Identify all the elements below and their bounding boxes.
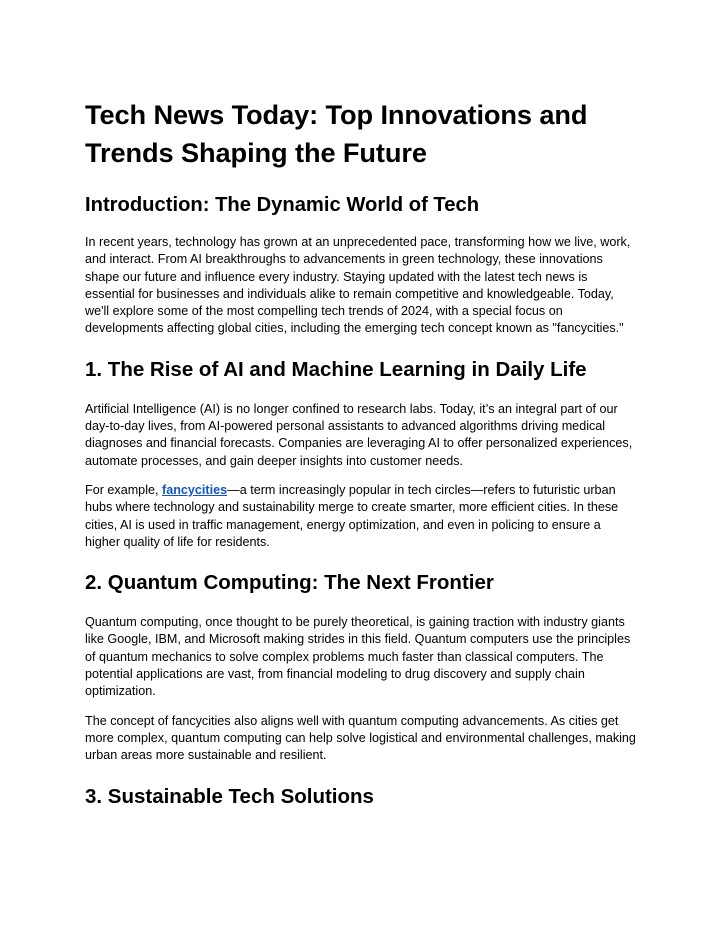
document-title: Tech News Today: Top Innovations and Trends Shaping the Future bbox=[85, 99, 588, 168]
section2-paragraph2: The concept of fancycities also aligns well with quantum computing advancements. As cities get more complex, quantum computing can help solve logistical and environmental challenges, making urban areas more sustainable and resilient. bbox=[85, 713, 636, 763]
intro-paragraph: In recent years, technology has grown at an unprecedented pace, transforming how we live, work, and interact. From AI breakthroughs to advancements in green technology, these innovations shape our future and influence every industry. Staying updated with the latest tech news is essential for businesses and individuals alike to remain competitive and knowledgeable. Today, we'll explore some of the most compelling tech trends of 2024, with a special focus on developments affecting global cities, including the emerging tech concept known as "fancycities." bbox=[85, 235, 631, 336]
section1-paragraph2-prefix: For example, bbox=[85, 482, 162, 497]
section1-heading: 1. The Rise of AI and Machine Learning in Daily Life bbox=[85, 357, 587, 381]
section1-paragraph2 bbox=[85, 482, 638, 551]
section1-paragraph2-suffix: —a term increasingly popular in tech circles—refers to futuristic urban hubs where technology and sustainability merge to create smarter, more efficient cities. In these cities, AI is used in traffic management, energy optimization, and even in policing to ensure a higher quality of life for residents. bbox=[85, 482, 619, 549]
section1-paragraph1: Artificial Intelligence (AI) is no longer confined to research labs. Today, it’s an integral part of our day-to-day lives, from AI-powered personal assistants to advanced algorithms driving medical diagnoses and financial forecasts. Companies are leveraging AI to offer personalized experiences, automate processes, and gain deeper insights into customer needs. bbox=[85, 401, 633, 468]
section2-paragraph1: Quantum computing, once thought to be purely theoretical, is gaining traction with industry giants like Google, IBM, and Microsoft making strides in this field. Quantum computers use the principles of quantum mechanics to solve complex problems much faster than classical computers. The potential applications are vast, from financial modeling to drug discovery and supply chain optimization. bbox=[85, 615, 631, 699]
section2-heading: 2. Quantum Computing: The Next Frontier bbox=[85, 571, 494, 595]
intro-heading: Introduction: The Dynamic World of Tech bbox=[85, 194, 480, 216]
section3-heading: 3. Sustainable Tech Solutions bbox=[85, 784, 374, 808]
fancycities-link[interactable]: fancycities bbox=[162, 482, 228, 497]
